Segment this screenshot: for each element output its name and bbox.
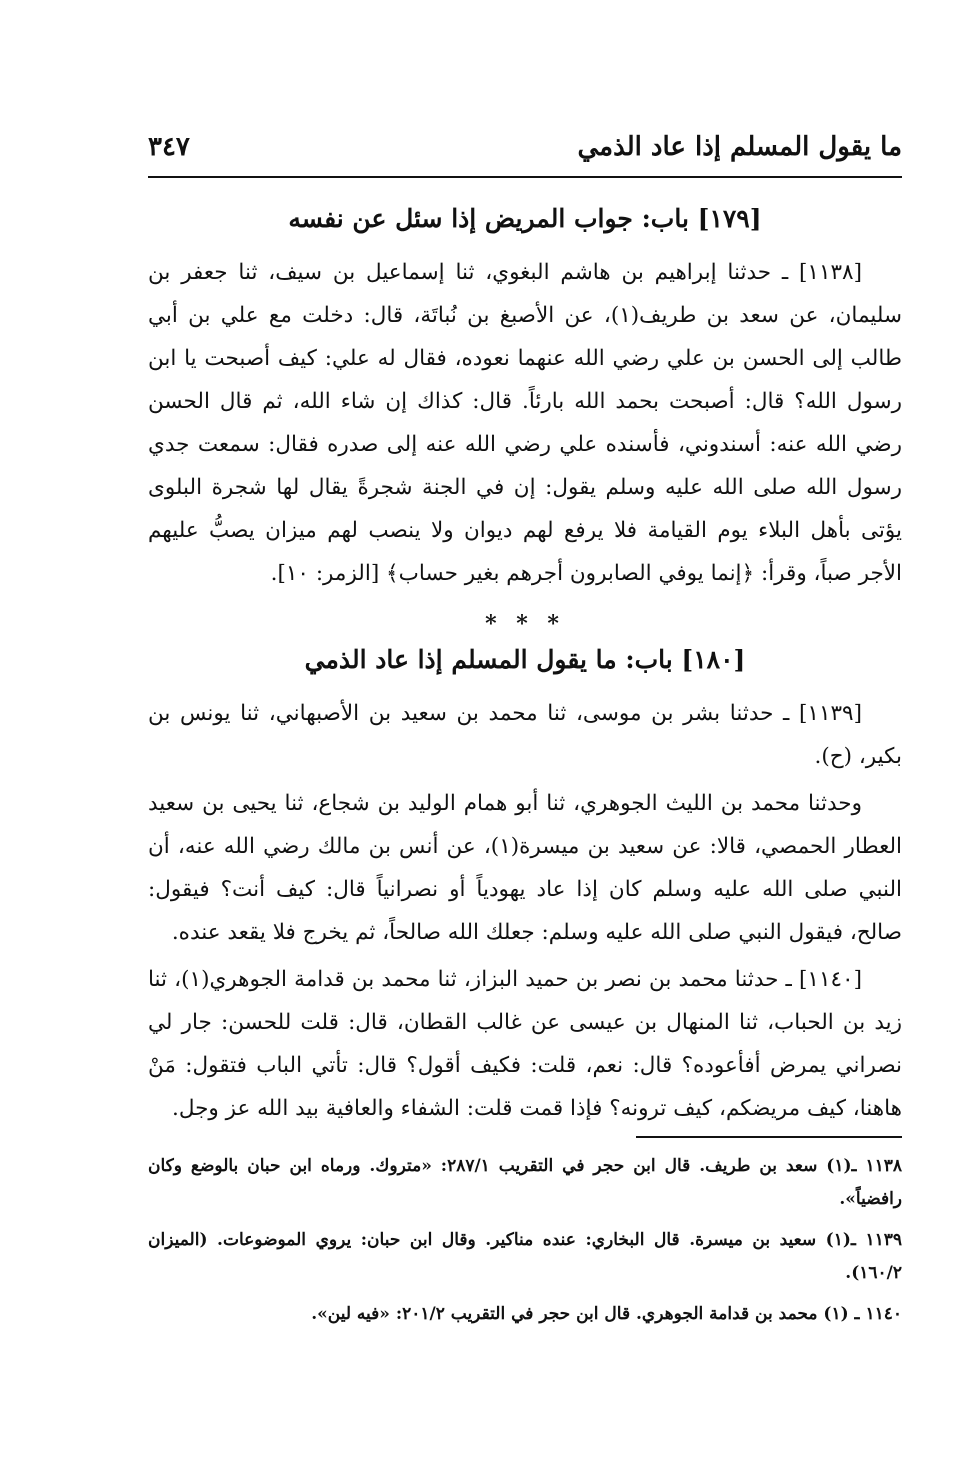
footnote-divider [636,1136,902,1138]
footnote-1139: ١١٣٩ ـ(١) سعيد بن ميسرة. قال البخاري: عنده مناكير. وقال ابن حبان: يروي الموضوعات. (الميزان ١٦٠/٢). [148,1230,902,1283]
chapter-heading-180: [١٨٠] باب: ما يقول المسلم إذا عاد الذمي [304,645,746,674]
hadith-1140: [١١٤٠] ـ حدثنا محمد بن نصر بن حميد البزاز، ثنا محمد بن قدامة الجوهري(١)، ثنا زيد بن الحباب، ثنا المنهال بن عيسى عن غالب القطان، قال: قلت للحسن: جار لي نصراني يمرض أفأعوده؟ قال: نعم، قلت: فكيف أقول؟ قال: تأتي الباب فتقول: مَنْ هاهنا، كيف مريضكم، كيف ترونه؟ فإذا قمت قلت: الشفاء والعافية بيد الله عز وجل. [148,967,902,1121]
page-header [148,124,902,178]
hadith-1138: [١١٣٨] ـ حدثنا إبراهيم بن هاشم البغوي، ثنا إسماعيل بن سيف، ثنا جعفر بن سليمان، عن سعد بن طريف(١)، عن الأصبغ بن نُباتَة، قال: دخلت مع علي بن أبي طالب إلى الحسن بن علي رضي الله عنهما نعوده، فقال له علي: كيف أصبحت يا ابن رسول الله؟ قال: أصبحت بحمد الله بارئاً. قال: كذاك إن شاء الله، ثم قال الحسن رضي الله عنه: أسندوني، فأسنده علي رضي الله عنه إلى صدره فقال: سمعت جدي رسول الله صلى الله عليه وسلم يقول: إن في الجنة شجرةً يقال لها شجرة البلوى يؤتى بأهل البلاء يوم القيامة فلا يرفع لهم ديوان ولا ينصب لهم ميزان يصبُّ عليهم الأجر صباً، وقرأ: ﴿إنما يوفي الصابرون أجرهم بغير حساب﴾ [الزمر: ١٠]. [148,260,902,586]
main-text [148,196,902,1134]
page-number: ٣٤٧ [148,132,190,162]
footnote-1140: ١١٤٠ ـ (١) محمد بن قدامة الجوهري. قال ابن حجر في التقريب ٢٠١/٢: «فيه لين». [311,1304,902,1324]
running-title: ما يقول المسلم إذا عاد الذمي [577,132,902,162]
footnotes [148,1150,902,1339]
section-separator: * * * [485,611,565,637]
footnote-1138: ١١٣٨ ـ(١) سعد بن طريف. قال ابن حجر في التقريب ٢٨٧/١: «متروك. ورماه ابن حبان بالوضع وكان رافضياً». [148,1156,902,1209]
hadith-1139-continued: وحدثنا محمد بن الليث الجوهري، ثنا أبو همام الوليد بن شجاع، ثنا يحيى بن سعيد العطار الحمصي، قالا: عن سعيد بن ميسرة(١)، عن أنس بن مالك رضي الله عنه، أن النبي صلى الله عليه وسلم كان إذا عاد يهودياً أو نصرانياً قال: كيف أنت؟ فيقول: صالح، فيقول النبي صلى الله عليه وسلم: جعلك الله صالحاً، ثم يخرج فلا يقعد عنده. [148,791,902,945]
chapter-heading-179: [١٧٩] باب: جواب المريض إذا سئل عن نفسه [288,204,762,233]
hadith-1139: [١١٣٩] ـ حدثنا بشر بن موسى، ثنا محمد بن سعيد بن الأصبهاني، ثنا يونس بن بكير، (ح). [148,701,902,769]
